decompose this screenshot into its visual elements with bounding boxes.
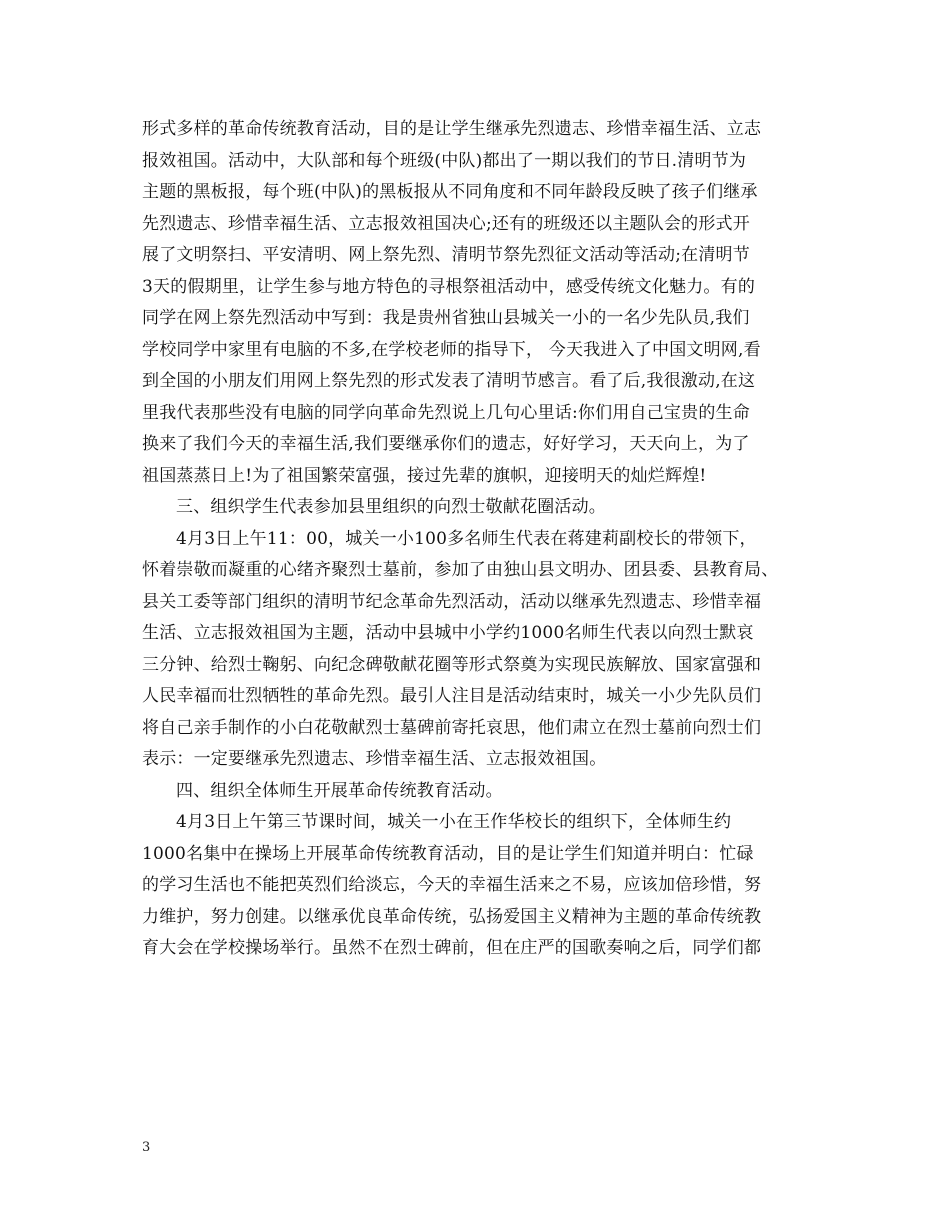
text-line: 人民幸福而壮烈牺牲的革命先烈。最引人注目是活动结束时，城关一小少先队员们 <box>142 686 762 706</box>
text-line: 换来了我们今天的幸福生活,我们要继承你们的遗志，好好学习，天天向上，为了 <box>142 434 750 454</box>
text-line: 三、组织学生代表参加县里组织的向烈士敬献花圈活动。 <box>176 497 606 517</box>
section-heading-three <box>142 492 812 524</box>
text-line: 4月3日上午第三节课时间，城关一小在王作华校长的组织下，全体师生约 <box>176 812 732 832</box>
text-line: 到全国的小朋友们用网上祭先烈的形式发表了清明节感言。看了后,我很激动,在这 <box>142 371 756 391</box>
text-line: 将自己亲手制作的小白花敬献烈士墓碑前寄托哀思，他们肃立在烈士墓前向烈士们 <box>142 717 762 738</box>
text-line: 展了文明祭扫、平安清明、网上祭先烈、清明节祭先烈征文活动等活动;在清明节 <box>142 245 750 265</box>
text-line: 3天的假期里，让学生参与地方特色的寻根祭祖活动中，感受传统文化魅力。有的 <box>142 276 756 297</box>
text-line: 4月3日上午11：00，城关一小100多名师生代表在蒋建莉副校长的带领下， <box>176 528 757 549</box>
document-body <box>142 114 812 965</box>
text-line: 力维护，努力创建。以继承优良革命传统，弘扬爱国主义精神为主题的革命传统教 <box>142 906 762 927</box>
text-line: 的学习生活也不能把英烈们给淡忘，今天的幸福生活来之不易，应该加倍珍惜，努 <box>142 875 762 895</box>
text-line: 先烈遗志、珍惜幸福生活、立志报效祖国决心;还有的班级还以主题队会的形式开 <box>142 213 750 234</box>
text-line: 县关工委等部门组织的清明节纪念革命先烈活动，活动以继承先烈遗志、珍惜幸福 <box>142 591 762 612</box>
paragraph-activity-description <box>142 114 812 492</box>
text-line: 形式多样的革命传统教育活动，目的是让学生继承先烈遗志、珍惜幸福生活、立志 <box>142 119 762 139</box>
text-line: 三分钟、给烈士鞠躬、向纪念碑敬献花圈等形式祭奠为实现民族解放、国家富强和 <box>142 654 762 675</box>
paragraph-education-assembly <box>142 807 812 965</box>
text-line: 四、组织全体师生开展革命传统教育活动。 <box>176 780 503 801</box>
text-line: 怀着崇敬而凝重的心绪齐聚烈士墓前，参加了由独山县文明办、团县委、县教育局、 <box>142 560 779 580</box>
text-line: 生活、立志报效祖国为主题，活动中县城中小学约1000名师生代表以向烈士默哀 <box>142 623 754 643</box>
text-line: 报效祖国。活动中，大队部和每个班级(中队)都出了一期以我们的节日.清明节为 <box>142 150 747 171</box>
text-line: 同学在网上祭先烈活动中写到：我是贵州省独山县城关一小的一名少先队员,我们 <box>142 308 750 328</box>
text-line: 里我代表那些没有电脑的同学向革命先烈说上几句心里话:你们用自己宝贵的生命 <box>142 402 750 423</box>
page-number: 3 <box>142 1140 151 1155</box>
section-heading-four <box>142 776 812 808</box>
paragraph-wreath-ceremony <box>142 524 812 776</box>
text-line: 表示：一定要继承先烈遗志、珍惜幸福生活、立志报效祖国。 <box>142 749 607 769</box>
text-line: 祖国蒸蒸日上!为了祖国繁荣富强，接过先辈的旗帜，迎接明天的灿烂辉煌! <box>142 465 707 486</box>
text-line: 育大会在学校操场举行。虽然不在烈士碑前，但在庄严的国歌奏响之后，同学们都 <box>142 938 762 958</box>
text-line: 主题的黑板报，每个班(中队)的黑板报从不同角度和不同年龄段反映了孩子们继承 <box>142 182 758 202</box>
text-line: 学校同学中家里有电脑的不多,在学校老师的指导下， 今天我进入了中国文明网,看 <box>142 339 761 360</box>
text-line: 1000名集中在操场上开展革命传统教育活动，目的是让学生们知道并明白：忙碌 <box>142 843 754 864</box>
